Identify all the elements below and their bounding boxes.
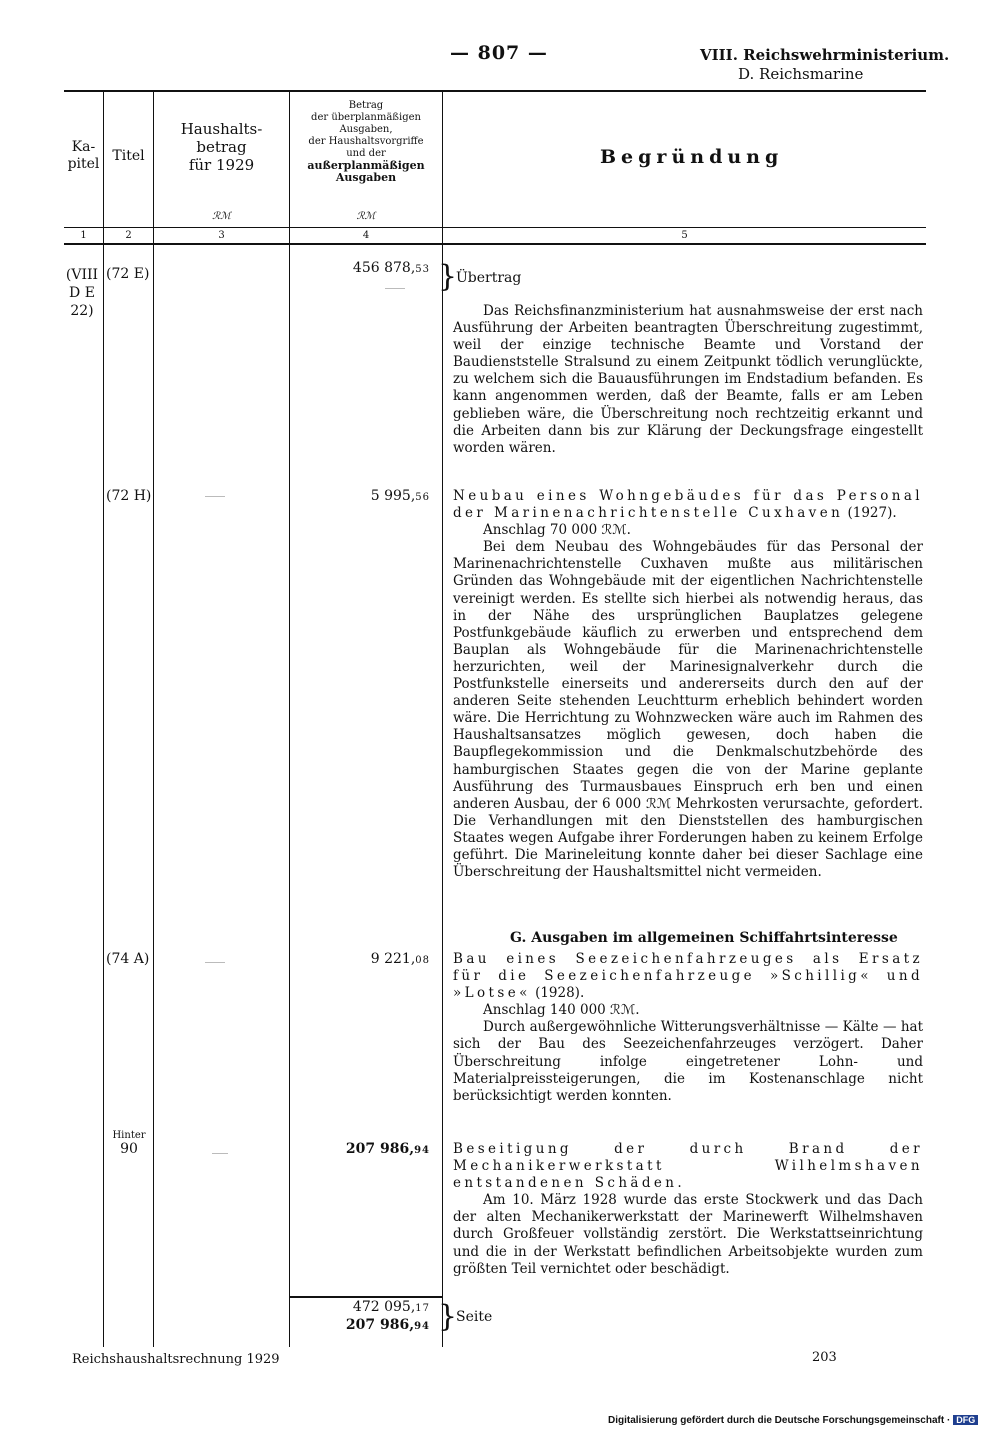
carry-brace: } <box>438 259 458 294</box>
amount-74a: 9 221,08 <box>370 951 430 967</box>
footer-publication: Reichshaushaltsrechnung 1929 <box>72 1352 280 1367</box>
col3-dash-90 <box>212 1153 228 1154</box>
section-g-heading: G. Ausgaben im allgemeinen Schiffahrtsinteresse <box>510 930 898 946</box>
sum-label: Seite <box>456 1309 493 1325</box>
col-head-betrag: Betrag der überplanmäßigen Ausgaben, der Haushaltsvorgriffe und der außerplanmäßigen Ausgaben <box>307 100 425 184</box>
col-number-3: 3 <box>218 230 225 241</box>
amount-90: 207 986,94 <box>345 1141 430 1157</box>
col-number-1: 1 <box>80 230 87 241</box>
col-number-2: 2 <box>125 230 132 241</box>
col3-dash-74a <box>205 962 225 963</box>
col-head-kapitel: Ka- pitel <box>67 139 100 172</box>
paragraph-stralsund: Das Reichsfinanzministerium hat ausnahmsweise der erst nach Ausführung der Arbeiten beantragten Überschreitung zugestimmt, weil der einzige technische Beamte und Vorstand der Baudienststelle Stralsund zu einem Zeitpunkt tödlich verunglückte, zu welchem sich die Bauausführungen im Endstadium befanden. Es kann angenommen werden, daß der Beamte, falls er am Leben geblieben wäre, die Überschreitung noch rechtzeitig erkannt und die Arbeiten dann bis zur Klärung der Deckungsfrage eingestellt worden wären. <box>453 303 923 456</box>
sum-rule <box>290 1296 442 1298</box>
col-divider-2 <box>153 92 154 1347</box>
footer-page-number: 203 <box>812 1350 837 1365</box>
col3-dash-72h <box>205 496 225 497</box>
sum-amount-2: 207 986,94 <box>345 1317 430 1333</box>
col-divider-3 <box>289 92 290 1347</box>
dfg-credit: Digitalisierung gefördert durch die Deutsche Forschungsgemeinschaft · DFG <box>608 1415 978 1426</box>
amount-72h: 5 995,56 <box>370 488 430 504</box>
entry-90: Beseitigung der durch Brand der Mechanikerwerkstatt Wilhelmshaven entstandenen Schäden. Am 10. März 1928 wurde das erste Stockwerk und das Dach der alten Mechanikerwerkstatt der Marinewerft Wilhelmshaven durch Großfeuer vollständig zerstört. Die Werkstattseinrichtung und die in der Werkstatt befindlichen Arbeitsobjekte wurden zum größten Teil vernichtet oder beschädigt. <box>453 1141 923 1277</box>
col-head-titel: Titel <box>112 148 145 164</box>
sum-amount-1: 472 095,17 <box>352 1299 430 1315</box>
section-header <box>700 46 949 84</box>
unit-label-col3: ℛℳ <box>212 211 231 222</box>
header-bottom-rule <box>64 227 926 228</box>
titel-cell-72h: (72 H) <box>106 488 152 504</box>
col-head-haushaltsbetrag: Haushalts- betrag für 1929 <box>180 120 263 174</box>
section-subtitle: D. Reichsmarine <box>738 65 864 83</box>
titel-cell-74a: (74 A) <box>106 951 150 967</box>
entry-72h: Neubau eines Wohngebäudes für das Personal der Marinenachrichtenstelle Cuxhaven (1927). Anschlag 70 000 ℛℳ. Bei dem Neubau des Wohngebäudes für das Personal der Marinenachrichtenstelle Cuxhaven mußte aus militärischen Gründen das Wohngebäude mit der eigentlichen Nachrichtenstelle vereinigt werden. Es stellte sich hierbei als notwendig heraus, das in der Nähe des ursprünglichen Bauplatzes gelegene Postfunkgebäude käuflich zu erwerben und entsprechend dem Bauplan als Wohngebäude für die Marinenachrichtenstelle herzurichten, weil der Marinesignalverkehr durch die Postfunkstelle einerseits und andererseits durch den auf der anderen Seite stehenden Leuchtturm erheblich behindert worden wäre. Die Herrichtung zu Wohnzwecken wäre auch im Rahmen des Haushaltsansatzes möglich gewesen, doch haben die Baupflegekommission und die Denkmalschutzbehörde des hamburgischen Staates gegen die von der Marine geplante Ausführung des Turmausbaues Einspruch erh ben und einen anderen Ausbau, der 6 000 ℛℳ Mehrkosten verursachte, gefordert. Die Verhandlungen mit den Dienststellen des hamburgischen Staates wegen Aufgabe ihrer Forderungen haben zu keinem Erfolge geführt. Die Marineleitung konnte daher bei dieser Sachlage eine Überschreitung der Haushaltsmittel nicht vermeiden. <box>453 488 923 881</box>
unit-label-col4: ℛℳ <box>356 211 376 222</box>
section-title: VIII. Reichswehrministerium. <box>700 46 950 64</box>
colnum-bottom-rule <box>64 243 926 245</box>
carry-dash <box>385 288 405 289</box>
dfg-logo: DFG <box>953 1415 978 1425</box>
col-number-5: 5 <box>681 230 688 241</box>
col-number-4: 4 <box>362 230 370 241</box>
entry-74a: Bau eines Seezeichenfahrzeuges als Ersatz für die Seezeichenfahrzeuge »Schillig« und »Lotse« (1928). Anschlag 140 000 ℛℳ. Durch außergewöhnliche Witterungsverhältnisse — Kälte — hat sich der Bau des Seezeichenfahrzeuges verzögert. Daher Überschreitung infolge eingetretener Lohn- und Materialpreissteigerungen, die im Kostenanschlage nicht berücksichtigt werden konnten. <box>453 951 923 1104</box>
carry-amount: 456 878,53 <box>352 260 430 276</box>
titel-cell-72e: (72 E) <box>106 266 150 282</box>
carry-label: Übertrag <box>456 270 522 286</box>
kapitel-cell: (VIII D E 22) <box>65 267 99 319</box>
sum-brace: } <box>438 1299 458 1334</box>
page-number: — 807 — <box>450 42 548 64</box>
table-top-rule <box>64 90 926 92</box>
titel-cell-hinter-90: Hinter 90 <box>112 1130 146 1157</box>
col-head-begruendung: Begründung <box>600 146 784 168</box>
